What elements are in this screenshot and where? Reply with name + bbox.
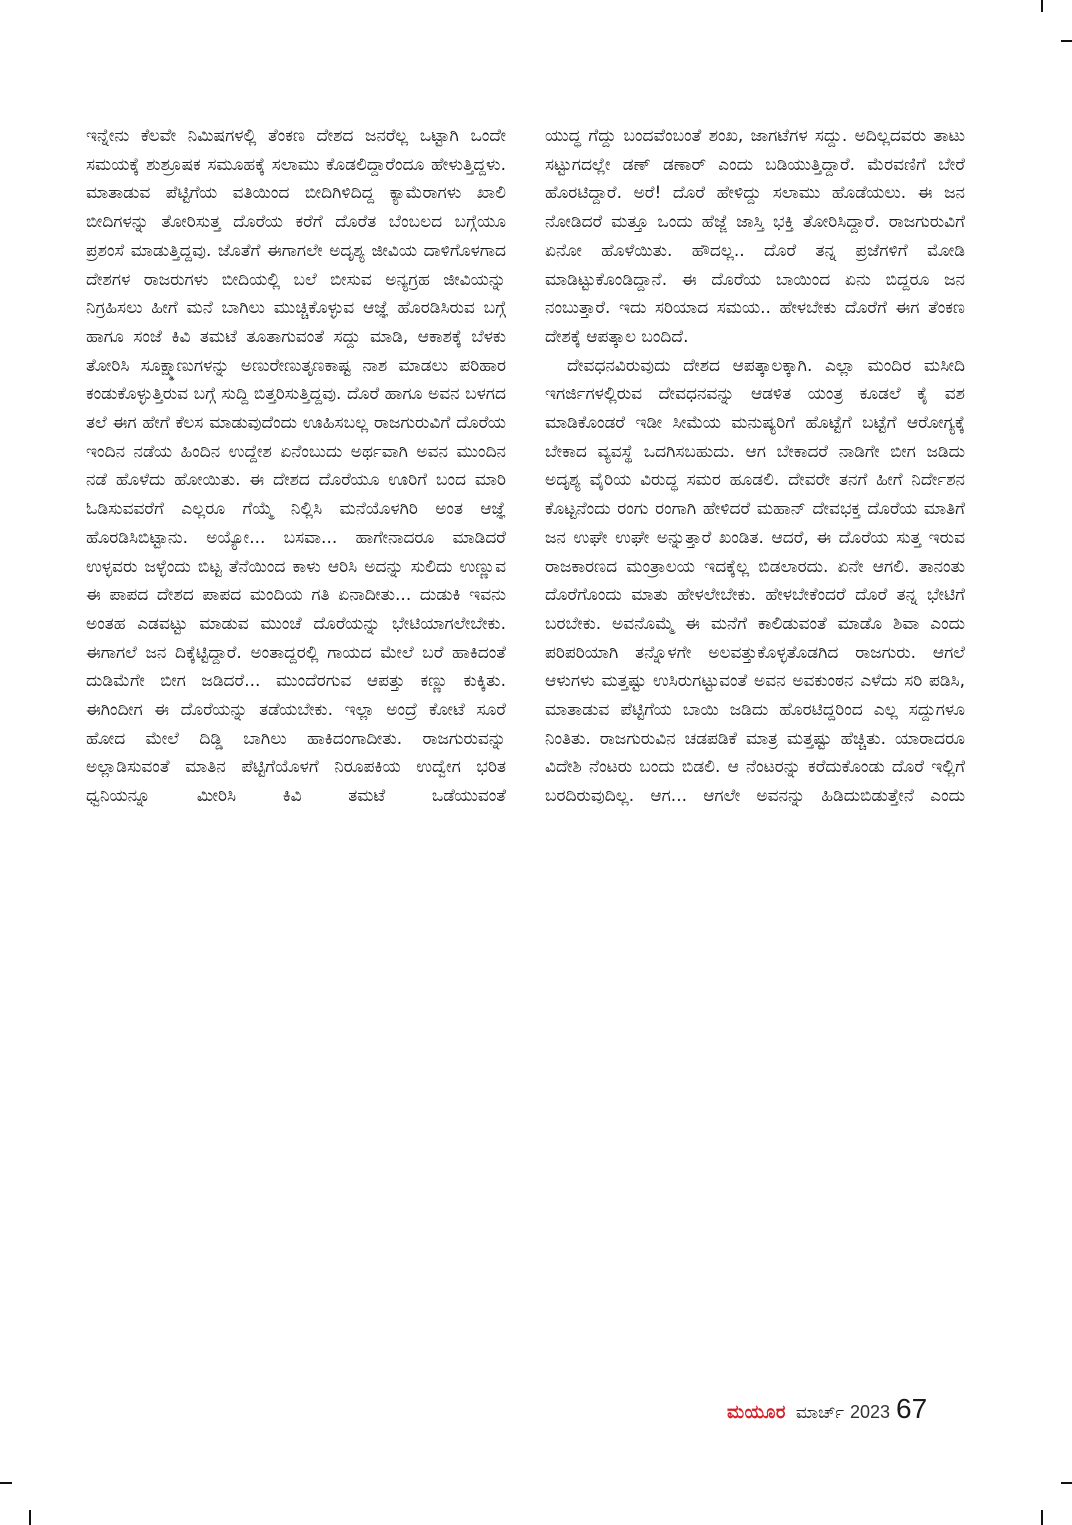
right-text-column: [545, 122, 965, 811]
issue-year: 2023: [850, 1402, 891, 1422]
crop-mark: [29, 1510, 31, 1525]
crop-mark: [1061, 1482, 1072, 1484]
issue-month: ಮಾರ್ಚ್: [795, 1403, 844, 1423]
crop-mark: [0, 1482, 12, 1484]
left-text-column: [86, 122, 506, 811]
crop-mark: [1061, 40, 1072, 42]
article-paragraph: ದೇವಧನವಿರುವುದು ದೇಶದ ಆಪತ್ಕಾಲಕ್ಕಾಗಿ. ಎಲ್ಲಾ ಮಂದಿರ ಮಸೀದಿ ಇಗರ್ಜಿಗಳಲ್ಲಿರುವ ದೇವಧನವನ್ನು ಆಡಳಿತ ಯಂತ್ರ ಕೂಡಲೆ ಕೈ ವಶ ಮಾಡಿಕೊಂಡರೆ ಇಡೀ ಸೀಮೆಯ ಮನುಷ್ಯರಿಗೆ ಹೊಟ್ಟೆಗೆ ಬಟ್ಟೆಗೆ ಆರೋಗ್ಯಕ್ಕೆ ಬೇಕಾದ ವ್ಯವಸ್ಥೆ ಒದಗಿಸಬಹುದು. ಆಗ ಬೇಕಾದರೆ ನಾಡಿಗೇ ಬೀಗ ಜಡಿದು ಅದೃಶ್ಯ ವೈರಿಯ ವಿರುದ್ಧ ಸಮರ ಹೂಡಲಿ. ದೇವರೇ ತನಗೆ ಹೀಗೆ ನಿರ್ದೇಶನ ಕೊಟ್ಟನೆಂದು ರಂಗು ರಂಗಾಗಿ ಹೇಳಿದರೆ ಮಹಾನ್ ದೇವಭಕ್ತ ದೊರೆಯ ಮಾತಿಗೆ ಜನ ಉಘೇ ಉಘೇ ಅನ್ನುತ್ತಾರೆ ಖಂಡಿತ. ಆದರೆ, ಈ ದೊರೆಯ ಸುತ್ತ ಇರುವ ರಾಜಕಾರಣದ ಮಂತ್ರಾಲಯ ಇದಕ್ಕೆಲ್ಲ ಬಿಡಲಾರದು. ಏನೇ ಆಗಲಿ. ತಾನಂತು ದೊರೆಗೊಂದು ಮಾತು ಹೇಳಲೇಬೇಕು. ಹೇಳಬೇಕೆಂದರೆ ದೊರೆ ತನ್ನ ಭೇಟಿಗೆ ಬರಬೇಕು. ಅವನೊಮ್ಮೆ ಈ ಮನೆಗೆ ಕಾಲಿಡುವಂತೆ ಮಾಡೊ ಶಿವಾ ಎಂದು ಪರಿಪರಿಯಾಗಿ ತನ್ನೊಳಗೇ ಅಲವತ್ತುಕೊಳ್ಳತೊಡಗಿದ ರಾಜಗುರು. ಆಗಲೆ ಆಳುಗಳು ಮತ್ತಷ್ಟು ಉಸಿರುಗಟ್ಟುವಂತೆ ಅವನ ಅವಕುಂಠನ ಎಳೆದು ಸರಿ ಪಡಿಸಿ, ಮಾತಾಡುವ ಪೆಟ್ಟಿಗೆಯ ಬಾಯಿ ಜಡಿದು ಹೊರಟಿದ್ದರಿಂದ ಎಲ್ಲ ಸದ್ದುಗಳೂ ನಿಂತಿತು. ರಾಜಗುರುವಿನ ಚಡಪಡಿಕೆ ಮಾತ್ರ ಮತ್ತಷ್ಟು ಹೆಚ್ಚಿತು. ಯಾರಾದರೂ ವಿದೇಶಿ ನೆಂಟರು ಬಂದು ಬಿಡಲಿ. ಆ ನೆಂಟರನ್ನು ಕರೆದುಕೊಂಡು ದೊರೆ ಇಲ್ಲಿಗೆ ಬರದಿರುವುದಿಲ್ಲ. ಆಗ... ಆಗಲೇ ಅವನನ್ನು ಹಿಡಿದುಬಿಡುತ್ತೇನೆ ಎಂದು: [545, 355, 965, 807]
article-paragraph: ಯುದ್ಧ ಗೆದ್ದು ಬಂದವೆಂಬಂತೆ ಶಂಖ, ಜಾಗಟೆಗಳ ಸದ್ದು. ಅದಿಲ್ಲದವರು ತಾಟು ಸಟ್ಟುಗದಲ್ಲೇ ಡಣ್ ಡಣಾರ್ ಎಂದು ಬಡಿಯುತ್ತಿದ್ದಾರೆ. ಮೆರವಣಿಗೆ ಬೇರೆ ಹೊರಟಿದ್ದಾರೆ. ಅರೆ! ದೊರೆ ಹೇಳಿದ್ದು ಸಲಾಮು ಹೊಡೆಯಲು. ಈ ಜನ ನೋಡಿದರೆ ಮತ್ತೂ ಒಂದು ಹೆಜ್ಜೆ ಜಾಸ್ತಿ ಭಕ್ತಿ ತೋರಿಸಿದ್ದಾರೆ. ರಾಜಗುರುವಿಗೆ ಏನೋ ಹೊಳೆಯಿತು. ಹೌದಲ್ಲ.. ದೊರೆ ತನ್ನ ಪ್ರಜೆಗಳಿಗೆ ಮೋಡಿ ಮಾಡಿಟ್ಟುಕೊಂಡಿದ್ದಾನೆ. ಈ ದೊರೆಯ ಬಾಯಿಂದ ಏನು ಬಿದ್ದರೂ ಜನ ನಂಬುತ್ತಾರೆ. ಇದು ಸರಿಯಾದ ಸಮಯ.. ಹೇಳಬೇಕು ದೊರೆಗೆ ಈಗ ತೆಂಕಣ ದೇಶಕ್ಕೆ ಆಪತ್ಕಾಲ ಬಂದಿದೆ.: [545, 126, 965, 347]
crop-mark: [1041, 1510, 1043, 1525]
page-footer: [727, 1393, 927, 1427]
magazine-name: ಮಯೂರ: [727, 1402, 786, 1423]
crop-mark: [1041, 0, 1043, 12]
article-paragraph: ಇನ್ನೇನು ಕೆಲವೇ ನಿಮಿಷಗಳಲ್ಲಿ ತೆಂಕಣ ದೇಶದ ಜನರೆಲ್ಲ ಒಟ್ಟಾಗಿ ಒಂದೇ ಸಮಯಕ್ಕೆ ಶುಶ್ರೂಷಕ ಸಮೂಹಕ್ಕೆ ಸಲಾಮು ಕೊಡಲಿದ್ದಾರೆಂದೂ ಹೇಳುತ್ತಿದ್ದಳು. ಮಾತಾಡುವ ಪೆಟ್ಟಿಗೆಯ ವತಿಯಿಂದ ಬೀದಿಗಿಳಿದಿದ್ದ ಕ್ಯಾಮೆರಾಗಳು ಖಾಲಿ ಬೀದಿಗಳನ್ನು ತೋರಿಸುತ್ತ ದೊರೆಯ ಕರೆಗೆ ದೊರೆತ ಬೆಂಬಲದ ಬಗ್ಗೆಯೂ ಪ್ರಶಂಸೆ ಮಾಡುತ್ತಿದ್ದವು. ಜೊತೆಗೆ ಈಗಾಗಲೇ ಅದೃಶ್ಯ ಜೀವಿಯ ದಾಳಿಗೊಳಗಾದ ದೇಶಗಳ ರಾಜರುಗಳು ಬೀದಿಯಲ್ಲಿ ಬಲೆ ಬೀಸುವ ಅನ್ಯಗ್ರಹ ಜೀವಿಯನ್ನು ನಿಗ್ರಹಿಸಲು ಹೀಗೆ ಮನೆ ಬಾಗಿಲು ಮುಚ್ಚಿಕೊಳ್ಳುವ ಆಜ್ಞೆ ಹೊರಡಿಸಿರುವ ಬಗ್ಗೆ ಹಾಗೂ ಸಂಜೆ ಕಿವಿ ತಮಟೆ ತೂತಾಗುವಂತೆ ಸದ್ದು ಮಾಡಿ, ಆಕಾಶಕ್ಕೆ ಬೆಳಕು ತೋರಿಸಿ ಸೂಕ್ಷ್ಮಾಣುಗಳನ್ನು ಅಣುರೇಣುತೃಣಕಾಷ್ಟ ನಾಶ ಮಾಡಲು ಪರಿಹಾರ ಕಂಡುಕೊಳ್ಳುತ್ತಿರುವ ಬಗ್ಗೆ ಸುದ್ದಿ ಬಿತ್ತರಿಸುತ್ತಿದ್ದವು. ದೊರೆ ಹಾಗೂ ಅವನ ಬಳಗದ ತಲೆ ಈಗ ಹೇಗೆ ಕೆಲಸ ಮಾಡುವುದೆಂದು ಊಹಿಸಬಲ್ಲ ರಾಜಗುರುವಿಗೆ ದೊರೆಯ ಇಂದಿನ ನಡೆಯ ಹಿಂದಿನ ಉದ್ದೇಶ ಏನೆಂಬುದು ಅರ್ಥವಾಗಿ ಅವನ ಮುಂದಿನ ನಡೆ ಹೊಳೆದು ಹೋಯಿತು. ಈ ದೇಶದ ದೊರೆಯೂ ಊರಿಗೆ ಬಂದ ಮಾರಿ ಓಡಿಸುವವರೆಗೆ ಎಲ್ಲರೂ ಗೆಯ್ಮೆ ನಿಲ್ಲಿಸಿ ಮನೆಯೊಳಗಿರಿ ಅಂತ ಆಜ್ಞೆ ಹೊರಡಿಸಿಬಿಟ್ಟಾನು. ಅಯ್ಯೋ... ಬಸವಾ... ಹಾಗೇನಾದರೂ ಮಾಡಿದರೆ ಉಳ್ಳವರು ಜಳ್ಳೆಂದು ಬಿಟ್ಟ ತೆನೆಯಿಂದ ಕಾಳು ಆರಿಸಿ ಅದನ್ನು ಸುಲಿದು ಉಣ್ಣುವ ಈ ಪಾಪದ ದೇಶದ ಪಾಪದ ಮಂದಿಯ ಗತಿ ಏನಾದೀತು... ದುಡುಕಿ ಇವನು ಅಂತಹ ಎಡವಟ್ಟು ಮಾಡುವ ಮುಂಚೆ ದೊರೆಯನ್ನು ಭೇಟಿಯಾಗಲೇಬೇಕು. ಈಗಾಗಲೆ ಜನ ದಿಕ್ಕೆಟ್ಟಿದ್ದಾರೆ. ಅಂತಾದ್ದರಲ್ಲಿ ಗಾಯದ ಮೇಲೆ ಬರೆ ಹಾಕಿದಂತೆ ದುಡಿಮೆಗೇ ಬೀಗ ಜಡಿದರೆ... ಮುಂದೆರಗುವ ಆಪತ್ತು ಕಣ್ಣು ಕುಕ್ಕಿತು. ಈಗಿಂದೀಗ ಈ ದೊರೆಯನ್ನು ತಡೆಯಬೇಕು. ಇಲ್ಲಾ ಅಂದ್ರೆ ಕೋಟೆ ಸೂರೆ ಹೋದ ಮೇಲೆ ದಿಡ್ಡಿ ಬಾಗಿಲು ಹಾಕಿದಂಗಾದೀತು. ರಾಜಗುರುವನ್ನು ಅಲ್ಲಾಡಿಸುವಂತೆ ಮಾತಿನ ಪೆಟ್ಟಿಗೆಯೊಳಗೆ ನಿರೂಪಕಿಯ ಉದ್ವೇಗ ಭರಿತ ಧ್ವನಿಯನ್ನೂ ಮೀರಿಸಿ ಕಿವಿ ತಮಟೆ ಒಡೆಯುವಂತೆ: [86, 126, 506, 807]
page-number: 67: [896, 1393, 928, 1424]
